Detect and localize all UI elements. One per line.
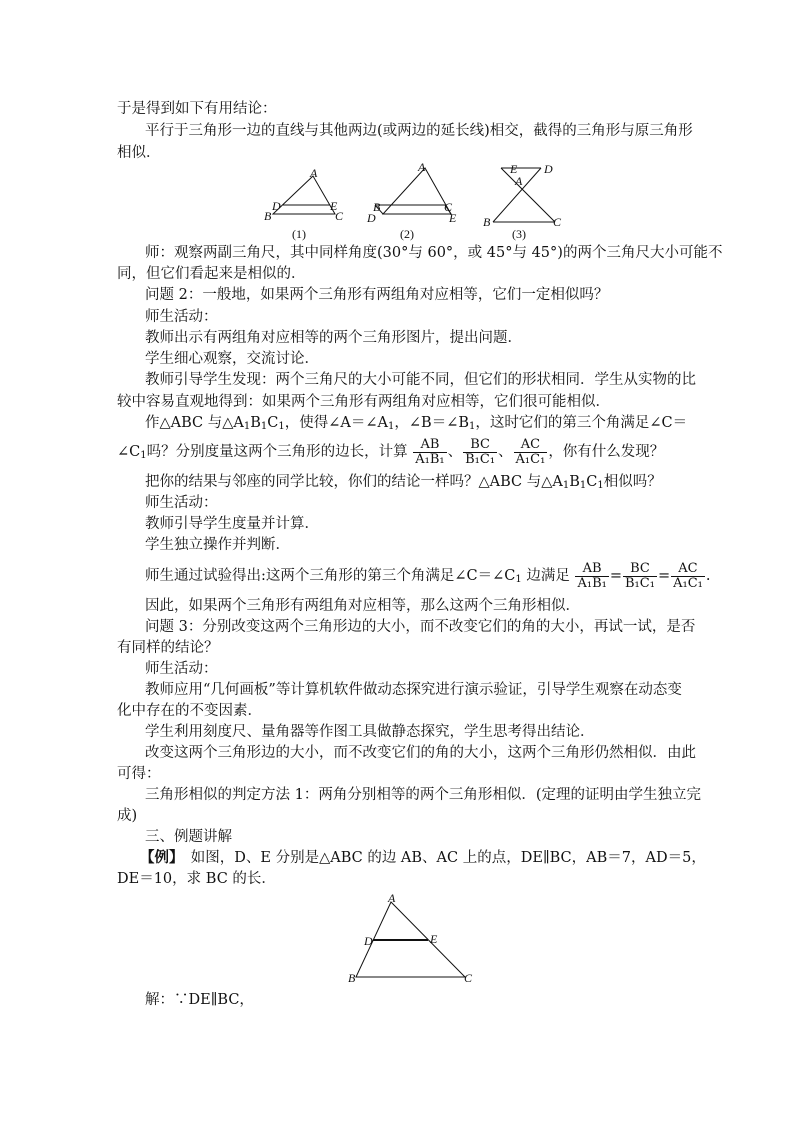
text-line: 教师应用“几何画板”等计算机软件做动态探究进行演示验证，引导学生观察在动态变 bbox=[145, 682, 682, 698]
text-line: 师生通过试验得出:这两个三角形的第三个角满足$\angle C=\angle C_1$ 边满足 $\frac{AB}{\text{A₁B₁}}$ = $\frac{BC}{\text{B₁C₁}}$ = $\frac{AC}{\text{A₁C₁}}$ . bbox=[145, 560, 711, 591]
text-line: 较中容易直观地得到：如果两个三角形有两组角对应相等，它们很可能相似． bbox=[117, 394, 610, 410]
text-line: 问题 2：一般地，如果两个三角形有两组角对应相等，它们一定相似吗？ bbox=[145, 287, 609, 303]
text-line: 师生活动： bbox=[145, 495, 218, 511]
text-line: 解：∵DE∥BC， bbox=[145, 992, 254, 1008]
text-line: $\angle C_1$吗？分别度量这两个三角形的边长，计算 $\frac{AB}{\text{A₁B₁}}$ 、 $\frac{BC}{\text{B₁C₁}}$ 、 $\frac{AC}{\text{A₁C₁}}$ ，你有什么发现？ bbox=[117, 436, 665, 467]
figure-label: C bbox=[464, 971, 473, 985]
figure-label: A bbox=[388, 891, 396, 905]
figure-label: E bbox=[330, 199, 338, 213]
figure-label: A bbox=[418, 160, 426, 174]
figure-label: D bbox=[544, 162, 553, 176]
text-line: 有同样的结论？ bbox=[117, 640, 219, 656]
figure-label: B bbox=[348, 971, 356, 985]
fraction: $\frac{AB}{\text{A₁B₁}}$ bbox=[577, 560, 607, 591]
figure-caption: (1) bbox=[292, 227, 306, 241]
fraction: $\frac{BC}{\text{B₁C₁}}$ bbox=[625, 560, 655, 591]
fraction: $\frac{AB}{\text{A₁B₁}}$ bbox=[415, 436, 445, 467]
text-line: 化中存在的不变因素． bbox=[117, 703, 262, 719]
text-line: 作△ABC 与$\triangle A_1B_1C_1$，使得$\angle A=\angle A_1$，$\angle B=\angle B_1$，这时它们的第三个角满足∠C＝ bbox=[145, 415, 688, 432]
figure-label: D bbox=[364, 934, 373, 948]
figure-label: B bbox=[264, 209, 272, 223]
text-line: 平行于三角形一边的直线与其他两边(或两边的延长线)相交，截得的三角形与原三角形 bbox=[145, 123, 693, 139]
section-heading: 三、例题讲解 bbox=[145, 829, 232, 845]
text-line: 相似． bbox=[117, 145, 161, 161]
text-line: 【例】 如图，D、E 分别是△ABC 的边 AB、AC 上的点，DE∥BC，AB＝7，AD＝5， bbox=[140, 849, 706, 866]
fraction: $\frac{BC}{\text{B₁C₁}}$ bbox=[465, 436, 496, 467]
text-line: 问题 3：分别改变这两个三角形边的大小，而不改变它们的角的大小，再试一试，是否 bbox=[145, 619, 696, 635]
text-line: 师生活动： bbox=[145, 309, 218, 325]
text-line: 同，但它们看起来是相似的． bbox=[117, 266, 306, 282]
text-line: DE＝10，求 BC 的长． bbox=[117, 871, 276, 887]
figure-label: B bbox=[373, 200, 381, 214]
figure-label: D bbox=[367, 211, 376, 225]
text-line: 师生活动： bbox=[145, 661, 218, 677]
text-line: 教师出示有两组角对应相等的两个三角形图片，提出问题． bbox=[145, 330, 522, 346]
text-line: 可得： bbox=[117, 766, 161, 782]
text-line: 师：观察两副三角尺，其中同样角度(30°与 60°，或 45°与 45°)的两个三角尺大小可能不 bbox=[145, 245, 723, 261]
text-line: 改变这两个三角形边的大小，而不改变它们的角的大小，这两个三角形仍然相似．由此 bbox=[145, 745, 696, 761]
text-line: 把你的结果与邻座的同学比较，你们的结论一样吗？△ABC 与$\triangle A_1B_1C_1$相似吗？ bbox=[145, 474, 662, 491]
text-line: 成) bbox=[117, 808, 138, 824]
figure-label: D bbox=[272, 199, 281, 213]
figure-label: C bbox=[553, 215, 562, 229]
figure-label: E bbox=[449, 211, 457, 225]
figure-caption: (2) bbox=[400, 227, 414, 241]
figure-label: E bbox=[510, 162, 518, 176]
text-line: 学生细心观察，交流讨论． bbox=[145, 351, 319, 367]
figure-caption: (3) bbox=[512, 227, 526, 241]
figure-label: A bbox=[515, 174, 523, 188]
fraction: $\frac{AC}{\text{A₁C₁}}$ bbox=[673, 560, 703, 591]
text-line: 学生利用刻度尺、量角器等作图工具做静态探究，学生思考得出结论． bbox=[145, 724, 595, 740]
figure-label: A bbox=[310, 166, 318, 180]
text-line: 教师引导学生发现：两个三角尺的大小可能不同，但它们的形状相同．学生从实物的比 bbox=[145, 372, 696, 388]
text-line: 于是得到如下有用结论： bbox=[117, 101, 277, 117]
figure-label: C bbox=[444, 200, 453, 214]
figure-label: B bbox=[483, 215, 491, 229]
text-line: 教师引导学生度量并计算． bbox=[145, 516, 319, 532]
text-line: 学生独立操作并判断． bbox=[145, 537, 290, 553]
fraction: $\frac{AC}{\text{A₁C₁}}$ bbox=[515, 436, 546, 467]
figure-label: E bbox=[430, 932, 438, 946]
text-line: 因此，如果两个三角形有两组角对应相等，那么这两个三角形相似． bbox=[145, 598, 580, 614]
text-line: 三角形相似的判定方法 1：两角分别相等的两个三角形相似．(定理的证明由学生独立完 bbox=[145, 787, 701, 803]
figure-label: C bbox=[335, 209, 344, 223]
